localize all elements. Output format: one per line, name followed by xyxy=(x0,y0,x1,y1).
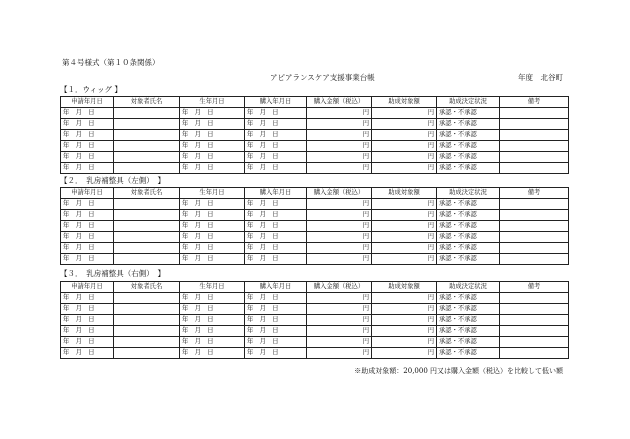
column-header-birth-date: 生年月日 xyxy=(180,97,245,108)
table-header-row xyxy=(61,97,569,108)
ledger-table-breast-prosthesis-right xyxy=(60,281,569,359)
cell-recipient-name xyxy=(114,293,180,304)
cell-application-date: 年 月 日 xyxy=(61,130,114,141)
cell-remarks xyxy=(500,293,569,304)
table-row xyxy=(61,152,569,163)
cell-purchase-amount: 円 xyxy=(307,254,372,265)
cell-purchase-date: 年 月 日 xyxy=(245,152,307,163)
cell-subsidy-amount: 円 xyxy=(372,315,437,326)
cell-application-date: 年 月 日 xyxy=(61,119,114,130)
cell-subsidy-amount: 円 xyxy=(372,119,437,130)
section-label-breast-prosthesis-left: 【２． 乳房補整具（左側） 】 xyxy=(60,176,165,185)
table-row xyxy=(61,243,569,254)
cell-birth-date: 年 月 日 xyxy=(180,130,245,141)
cell-recipient-name xyxy=(114,119,180,130)
cell-purchase-amount: 円 xyxy=(307,293,372,304)
cell-purchase-amount: 円 xyxy=(307,108,372,119)
cell-subsidy-amount: 円 xyxy=(372,152,437,163)
table-row xyxy=(61,130,569,141)
cell-subsidy-amount: 円 xyxy=(372,221,437,232)
cell-birth-date: 年 月 日 xyxy=(180,152,245,163)
cell-decision-status: 承認・不承認 xyxy=(437,348,500,359)
cell-birth-date: 年 月 日 xyxy=(180,337,245,348)
column-header-purchase-amount: 購入金額（税込） xyxy=(307,188,372,199)
cell-recipient-name xyxy=(114,141,180,152)
cell-recipient-name xyxy=(114,326,180,337)
year-town: 年度 北谷町 xyxy=(518,73,563,82)
column-header-subsidy-amount: 助成対象額 xyxy=(372,97,437,108)
column-header-decision-status: 助成決定状況 xyxy=(437,97,500,108)
cell-recipient-name xyxy=(114,163,180,174)
cell-recipient-name xyxy=(114,243,180,254)
column-header-remarks: 備考 xyxy=(500,188,569,199)
table-row xyxy=(61,141,569,152)
cell-purchase-amount: 円 xyxy=(307,221,372,232)
cell-birth-date: 年 月 日 xyxy=(180,232,245,243)
cell-subsidy-amount: 円 xyxy=(372,348,437,359)
form-number: 第４号様式（第１０条関係） xyxy=(62,58,160,67)
cell-application-date: 年 月 日 xyxy=(61,108,114,119)
column-header-remarks: 備考 xyxy=(500,97,569,108)
cell-birth-date: 年 月 日 xyxy=(180,210,245,221)
cell-remarks xyxy=(500,152,569,163)
column-header-application-date: 申請年月日 xyxy=(61,97,114,108)
column-header-decision-status: 助成決定状況 xyxy=(437,282,500,293)
cell-decision-status: 承認・不承認 xyxy=(437,141,500,152)
cell-birth-date: 年 月 日 xyxy=(180,315,245,326)
cell-recipient-name xyxy=(114,130,180,141)
cell-remarks xyxy=(500,232,569,243)
cell-decision-status: 承認・不承認 xyxy=(437,119,500,130)
column-header-remarks: 備考 xyxy=(500,282,569,293)
cell-purchase-date: 年 月 日 xyxy=(245,326,307,337)
cell-subsidy-amount: 円 xyxy=(372,210,437,221)
column-header-recipient-name: 対象者氏名 xyxy=(114,97,180,108)
ledger-table-breast-prosthesis-left xyxy=(60,187,569,265)
cell-birth-date: 年 月 日 xyxy=(180,108,245,119)
cell-purchase-date: 年 月 日 xyxy=(245,163,307,174)
cell-purchase-date: 年 月 日 xyxy=(245,130,307,141)
cell-purchase-amount: 円 xyxy=(307,199,372,210)
cell-purchase-date: 年 月 日 xyxy=(245,232,307,243)
cell-birth-date: 年 月 日 xyxy=(180,348,245,359)
cell-remarks xyxy=(500,130,569,141)
column-header-purchase-date: 購入年月日 xyxy=(245,97,307,108)
table-row xyxy=(61,210,569,221)
cell-purchase-amount: 円 xyxy=(307,130,372,141)
cell-application-date: 年 月 日 xyxy=(61,141,114,152)
cell-decision-status: 承認・不承認 xyxy=(437,108,500,119)
cell-remarks xyxy=(500,210,569,221)
cell-subsidy-amount: 円 xyxy=(372,254,437,265)
cell-purchase-amount: 円 xyxy=(307,152,372,163)
cell-purchase-amount: 円 xyxy=(307,232,372,243)
cell-purchase-date: 年 月 日 xyxy=(245,254,307,265)
cell-remarks xyxy=(500,348,569,359)
cell-application-date: 年 月 日 xyxy=(61,304,114,315)
column-header-purchase-amount: 購入金額（税込） xyxy=(307,97,372,108)
table-row xyxy=(61,119,569,130)
cell-application-date: 年 月 日 xyxy=(61,293,114,304)
cell-remarks xyxy=(500,304,569,315)
cell-birth-date: 年 月 日 xyxy=(180,163,245,174)
cell-purchase-date: 年 月 日 xyxy=(245,337,307,348)
cell-birth-date: 年 月 日 xyxy=(180,141,245,152)
cell-birth-date: 年 月 日 xyxy=(180,293,245,304)
table-row xyxy=(61,221,569,232)
column-header-purchase-amount: 購入金額（税込） xyxy=(307,282,372,293)
cell-subsidy-amount: 円 xyxy=(372,141,437,152)
cell-subsidy-amount: 円 xyxy=(372,130,437,141)
cell-recipient-name xyxy=(114,199,180,210)
cell-application-date: 年 月 日 xyxy=(61,199,114,210)
cell-decision-status: 承認・不承認 xyxy=(437,315,500,326)
cell-purchase-date: 年 月 日 xyxy=(245,108,307,119)
column-header-subsidy-amount: 助成対象額 xyxy=(372,188,437,199)
cell-decision-status: 承認・不承認 xyxy=(437,254,500,265)
cell-remarks xyxy=(500,163,569,174)
cell-purchase-date: 年 月 日 xyxy=(245,293,307,304)
cell-purchase-date: 年 月 日 xyxy=(245,210,307,221)
column-header-application-date: 申請年月日 xyxy=(61,282,114,293)
cell-application-date: 年 月 日 xyxy=(61,337,114,348)
cell-birth-date: 年 月 日 xyxy=(180,199,245,210)
table-header-row xyxy=(61,188,569,199)
cell-decision-status: 承認・不承認 xyxy=(437,243,500,254)
cell-remarks xyxy=(500,108,569,119)
ledger-title: アピアランスケア支援事業台帳 xyxy=(270,73,375,82)
cell-purchase-date: 年 月 日 xyxy=(245,119,307,130)
cell-subsidy-amount: 円 xyxy=(372,108,437,119)
cell-purchase-amount: 円 xyxy=(307,315,372,326)
cell-birth-date: 年 月 日 xyxy=(180,304,245,315)
cell-application-date: 年 月 日 xyxy=(61,254,114,265)
cell-subsidy-amount: 円 xyxy=(372,326,437,337)
cell-subsidy-amount: 円 xyxy=(372,232,437,243)
table-row xyxy=(61,293,569,304)
column-header-purchase-date: 購入年月日 xyxy=(245,188,307,199)
cell-purchase-date: 年 月 日 xyxy=(245,348,307,359)
cell-purchase-amount: 円 xyxy=(307,337,372,348)
cell-remarks xyxy=(500,326,569,337)
cell-purchase-amount: 円 xyxy=(307,141,372,152)
column-header-birth-date: 生年月日 xyxy=(180,188,245,199)
cell-recipient-name xyxy=(114,315,180,326)
cell-purchase-amount: 円 xyxy=(307,243,372,254)
cell-application-date: 年 月 日 xyxy=(61,152,114,163)
cell-application-date: 年 月 日 xyxy=(61,163,114,174)
ledger-table-wig xyxy=(60,96,569,174)
cell-decision-status: 承認・不承認 xyxy=(437,199,500,210)
cell-application-date: 年 月 日 xyxy=(61,210,114,221)
column-header-recipient-name: 対象者氏名 xyxy=(114,188,180,199)
table-header-row xyxy=(61,282,569,293)
cell-application-date: 年 月 日 xyxy=(61,315,114,326)
cell-decision-status: 承認・不承認 xyxy=(437,326,500,337)
cell-purchase-date: 年 月 日 xyxy=(245,221,307,232)
column-header-subsidy-amount: 助成対象額 xyxy=(372,282,437,293)
cell-recipient-name xyxy=(114,108,180,119)
cell-recipient-name xyxy=(114,221,180,232)
cell-purchase-amount: 円 xyxy=(307,304,372,315)
cell-recipient-name xyxy=(114,210,180,221)
cell-birth-date: 年 月 日 xyxy=(180,326,245,337)
cell-purchase-amount: 円 xyxy=(307,348,372,359)
cell-remarks xyxy=(500,337,569,348)
cell-decision-status: 承認・不承認 xyxy=(437,152,500,163)
cell-purchase-amount: 円 xyxy=(307,163,372,174)
table-row xyxy=(61,304,569,315)
cell-subsidy-amount: 円 xyxy=(372,199,437,210)
cell-application-date: 年 月 日 xyxy=(61,348,114,359)
cell-decision-status: 承認・不承認 xyxy=(437,304,500,315)
cell-decision-status: 承認・不承認 xyxy=(437,337,500,348)
column-header-recipient-name: 対象者氏名 xyxy=(114,282,180,293)
cell-decision-status: 承認・不承認 xyxy=(437,293,500,304)
cell-remarks xyxy=(500,119,569,130)
cell-recipient-name xyxy=(114,348,180,359)
cell-purchase-amount: 円 xyxy=(307,210,372,221)
cell-birth-date: 年 月 日 xyxy=(180,243,245,254)
cell-remarks xyxy=(500,243,569,254)
column-header-decision-status: 助成決定状況 xyxy=(437,188,500,199)
cell-remarks xyxy=(500,254,569,265)
cell-birth-date: 年 月 日 xyxy=(180,119,245,130)
cell-application-date: 年 月 日 xyxy=(61,243,114,254)
table-row xyxy=(61,326,569,337)
cell-recipient-name xyxy=(114,304,180,315)
cell-remarks xyxy=(500,315,569,326)
cell-remarks xyxy=(500,199,569,210)
cell-subsidy-amount: 円 xyxy=(372,243,437,254)
cell-birth-date: 年 月 日 xyxy=(180,221,245,232)
cell-subsidy-amount: 円 xyxy=(372,293,437,304)
table-row xyxy=(61,163,569,174)
cell-birth-date: 年 月 日 xyxy=(180,254,245,265)
table-row xyxy=(61,315,569,326)
cell-purchase-date: 年 月 日 xyxy=(245,304,307,315)
cell-purchase-date: 年 月 日 xyxy=(245,141,307,152)
cell-recipient-name xyxy=(114,232,180,243)
column-header-birth-date: 生年月日 xyxy=(180,282,245,293)
cell-decision-status: 承認・不承認 xyxy=(437,163,500,174)
cell-remarks xyxy=(500,141,569,152)
table-row xyxy=(61,348,569,359)
cell-decision-status: 承認・不承認 xyxy=(437,221,500,232)
table-row xyxy=(61,232,569,243)
cell-purchase-date: 年 月 日 xyxy=(245,243,307,254)
cell-subsidy-amount: 円 xyxy=(372,163,437,174)
cell-decision-status: 承認・不承認 xyxy=(437,210,500,221)
column-header-application-date: 申請年月日 xyxy=(61,188,114,199)
cell-purchase-amount: 円 xyxy=(307,326,372,337)
cell-decision-status: 承認・不承認 xyxy=(437,130,500,141)
cell-application-date: 年 月 日 xyxy=(61,232,114,243)
cell-remarks xyxy=(500,221,569,232)
cell-purchase-date: 年 月 日 xyxy=(245,199,307,210)
cell-application-date: 年 月 日 xyxy=(61,326,114,337)
cell-recipient-name xyxy=(114,254,180,265)
footnote: ※助成対象額：20,000 円又は購入金額（税込）を比較して低い額 xyxy=(354,367,563,375)
cell-application-date: 年 月 日 xyxy=(61,221,114,232)
cell-decision-status: 承認・不承認 xyxy=(437,232,500,243)
table-row xyxy=(61,254,569,265)
cell-recipient-name xyxy=(114,152,180,163)
table-row xyxy=(61,337,569,348)
cell-subsidy-amount: 円 xyxy=(372,337,437,348)
section-label-wig: 【１．ウィッグ 】 xyxy=(60,85,122,94)
table-row xyxy=(61,108,569,119)
table-row xyxy=(61,199,569,210)
cell-purchase-amount: 円 xyxy=(307,119,372,130)
cell-recipient-name xyxy=(114,337,180,348)
cell-subsidy-amount: 円 xyxy=(372,304,437,315)
cell-purchase-date: 年 月 日 xyxy=(245,315,307,326)
section-label-breast-prosthesis-right: 【３． 乳房補整具（右側） 】 xyxy=(60,269,165,278)
column-header-purchase-date: 購入年月日 xyxy=(245,282,307,293)
